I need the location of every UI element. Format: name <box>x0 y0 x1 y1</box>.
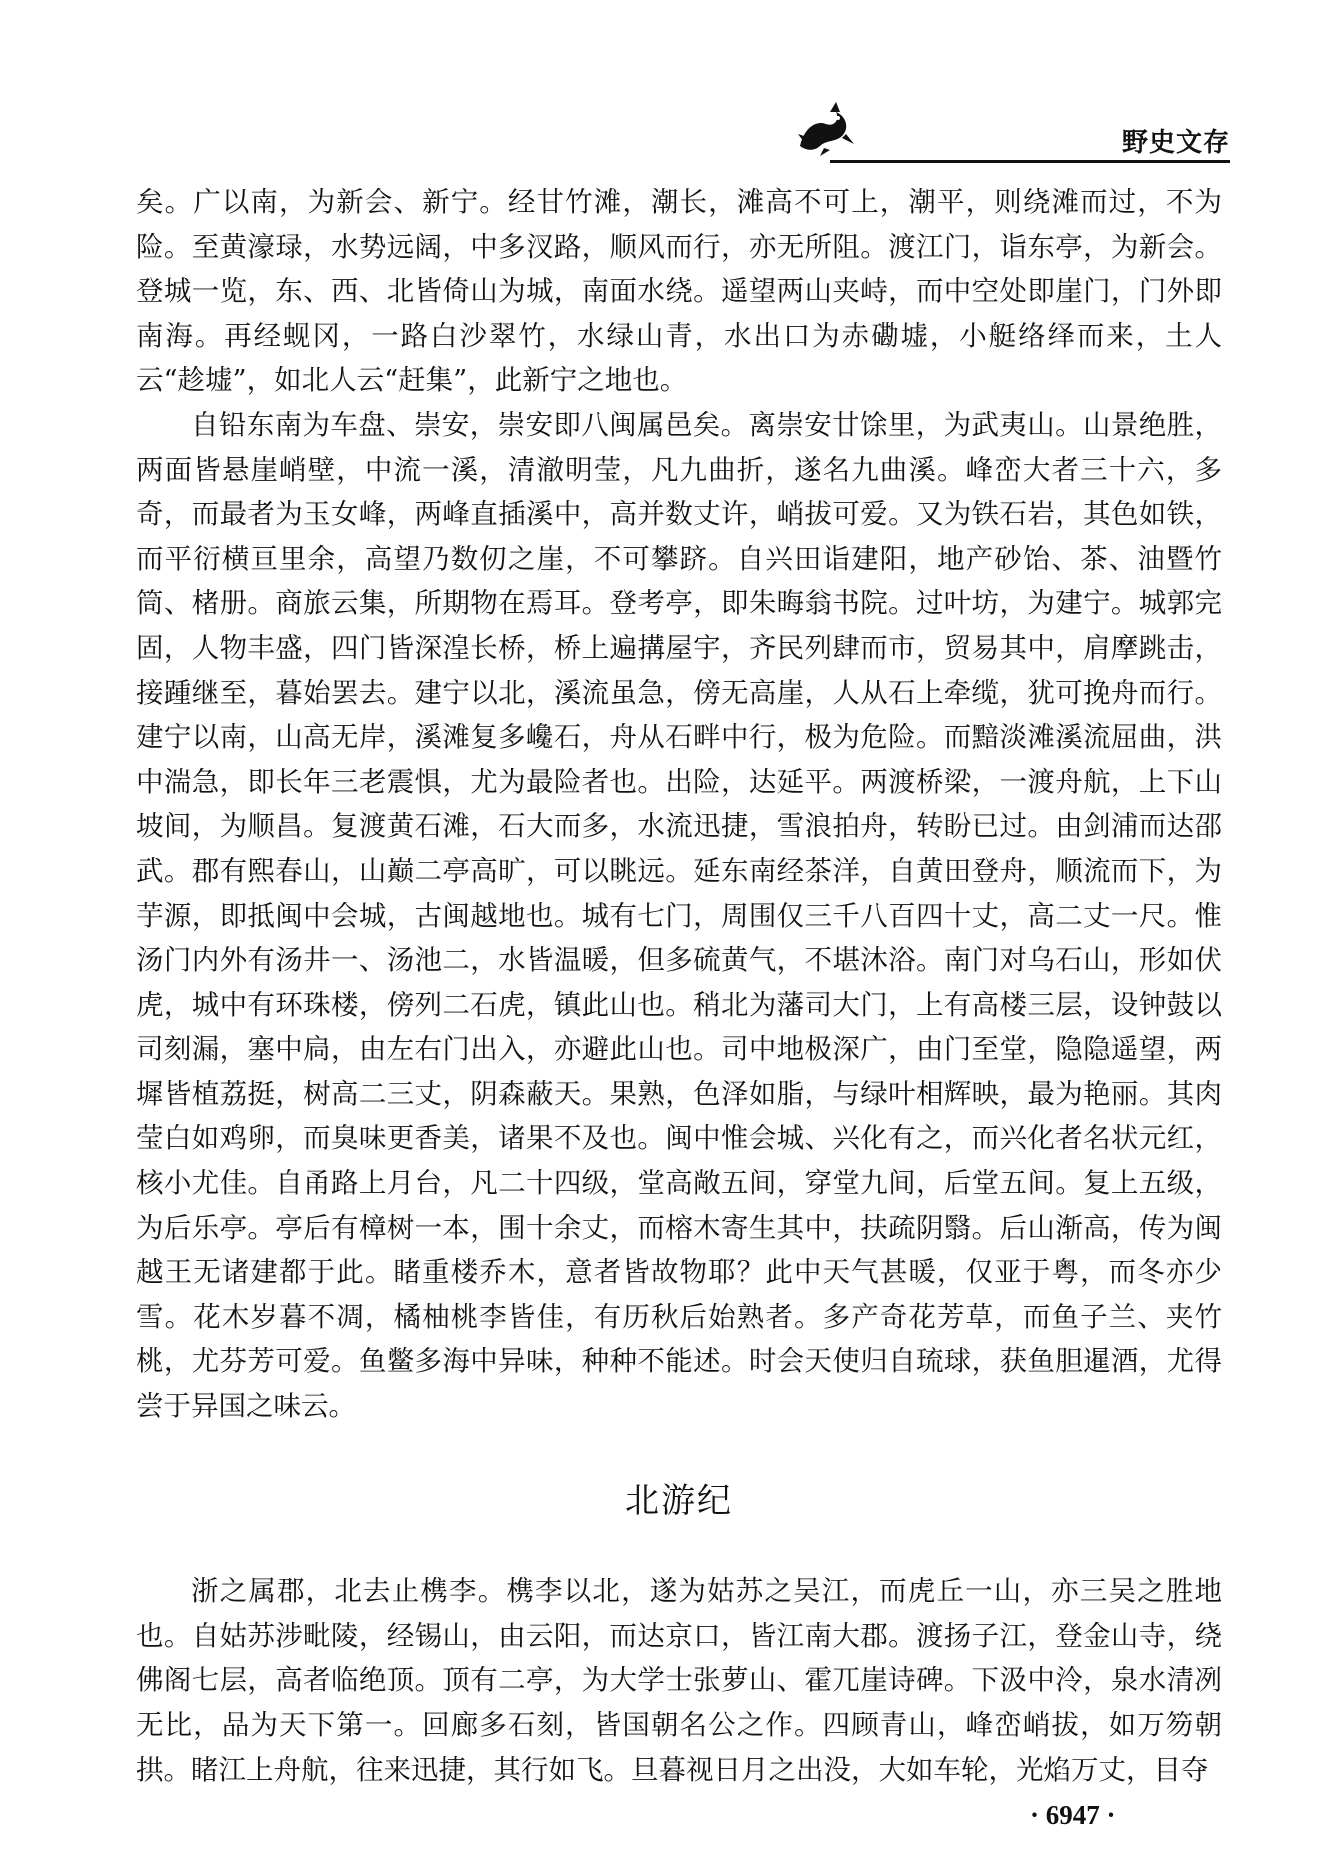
header-rule <box>830 160 1230 163</box>
paragraph: 浙之属郡，北去止槜李。槜李以北，遂为姑苏之吴江，而虎丘一山，亦三吴之胜地也。自姑苏涉毗陵，经锡山，由云阳，而达京口，皆江南大郡。渡扬子江，登金山寺，绕佛阁七层，高者临绝顶。顶有二亭，为大学士张萝山、霍兀崖诗碑。下汲中泠，泉水清冽无比，品为天下第一。回廊多石刻，皆国朝名公之作。四顾青山，峰峦峭拔，如万笏朝拱。睹江上舟航，往来迅捷，其行如飞。旦暮视日月之出没，大如车轮，光焰万丈，目夺 <box>136 1575 1222 1786</box>
paragraph: 自铅东南为车盘、崇安，崇安即八闽属邑矣。离崇安廿馀里，为武夷山。山景绝胜，两面皆悬崖峭壁，中流一溪，清澈明莹，凡九曲折，遂名九曲溪。峰峦大者三十六，多奇，而最者为玉女峰，两峰直插溪中，高并数丈许，峭拔可爱。又为铁石岩，其色如铁，而平衍横亘里余，高望乃数仞之崖，不可攀跻。自兴田诣建阳，地产砂饴、茶、油暨竹筒、楮册。商旅云集，所期物在焉耳。登考亭，即朱晦翁书院。过叶坊，为建宁。城郭完固，人物丰盛，四门皆深湟长桥，桥上遍搆屋宇，齐民列肆而市，贸易其中，肩摩跳击，接踵继至，暮始罢去。建宁以北，溪流虽急，傍无高崖，人从石上牵缆，犹可挽舟而行。建宁以南，山高无岸，溪滩复多巉石，舟从石畔中行，极为危险。而黯淡滩溪流屈曲，洪中湍急，即长年三老震惧，尤为最险者也。出险，达延平。两渡桥梁，一渡舟航，上下山坡间，为顺昌。复渡黄石滩，石大而多，水流迅捷，雪浪拍舟，转盼已过。由剑浦而达邵武。郡有熙春山，山巅二亭高旷，可以眺远。延东南经茶洋，自黄田登舟，顺流而下，为芋源，即抵闽中会城，古闽越地也。城有七门，周围仅三千八百四十丈，高二丈一尺。惟汤门内外有汤井一、汤池二，水皆温暖，但多硫黄气，不堪沐浴。南门对乌石山，形如伏虎，城中有环珠楼，傍列二石虎，镇此山也。稍北为藩司大门，上有高楼三层，设钟鼓以司刻漏，塞中扃，由左右门出入，亦避此山也。司中地极深广，由门至堂，隐隐遥望，两墀皆植荔挺，树高二三丈，阴森蔽天。果熟，色泽如脂，与绿叶相辉映，最为艳丽。其肉莹白如鸡卵，而臭味更香美，诸果不及也。闽中惟会城、兴化有之，而兴化者名状元红，核小尤佳。自甬路上月台，凡二十四级，堂高敞五间，穿堂九间，后堂五间。复上五级，为后乐亭。亭后有樟树一本，围十余丈，而榕木寄生其中，扶疏阴翳。后山渐高，传为闽越王无诸建都于此。睹重楼乔木，意者皆故物耶？此中天气甚暖，仅亚于粤，而冬亦少雪。花木岁暮不凋，橘柚桃李皆佳，有历秋后始熟者。多产奇花芳草，而鱼子兰、夹竹桃，尤芬芳可爱。鱼鳖多海中异味，种种不能述。时会天使归自琉球，获鱼胆暹酒，尤得尝于异国之味云。 <box>136 408 1222 1423</box>
page-body <box>136 180 1222 1792</box>
page-header <box>790 88 1230 168</box>
dragon-emblem-icon <box>790 98 860 158</box>
series-title: 野史文存 <box>1121 128 1230 158</box>
section-title: 北游纪 <box>625 1480 733 1521</box>
page-number: · 6947 · <box>1030 1800 1116 1830</box>
paragraph-continuation: 矣。广以南，为新会、新宁。经甘竹滩，潮长，滩高不可上，潮平，则绕滩而过，不为险。至黄濠琭，水势远阔，中多汊路，顺风而行，亦无所阻。渡江门，诣东亭，为新会。登城一览，东、西、北皆倚山为城，南面水绕。遥望两山夹峙，而中空处即崖门，门外即南海。再经蚬冈，一路白沙翠竹，水绿山青，水出口为赤磡墟，小艇络绎而来，土人云“趁墟”，如北人云“赶集”，此新宁之地也。 <box>136 186 1222 397</box>
